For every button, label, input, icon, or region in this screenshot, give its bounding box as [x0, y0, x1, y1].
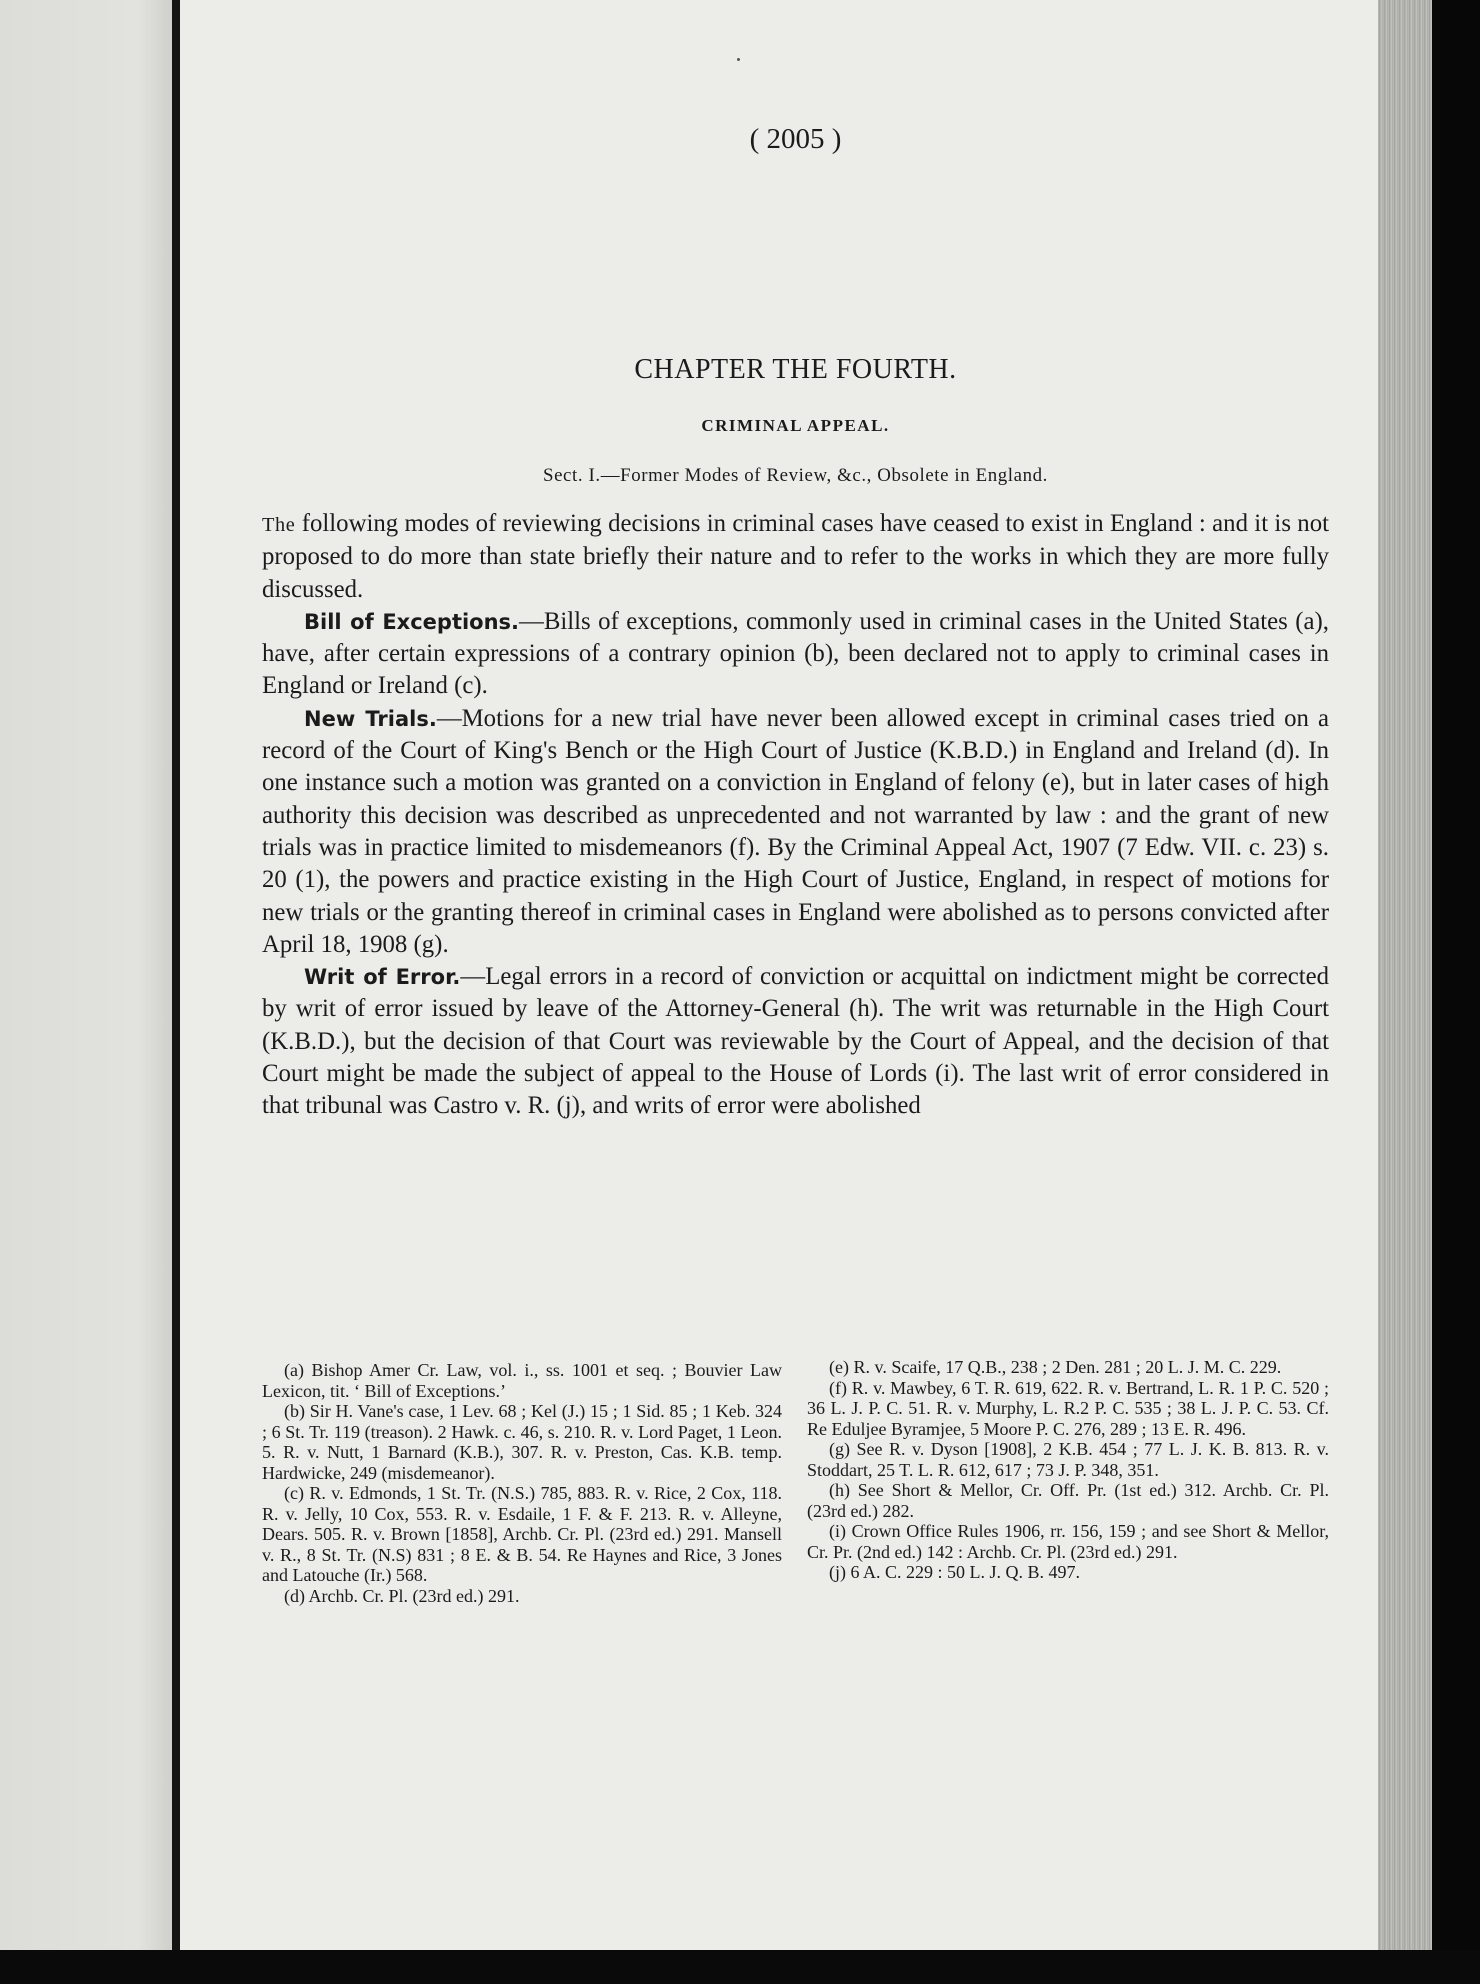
paragraph-text: —Motions for a new trial have never been allowed except in criminal cases tried on a record of the Court of King's Bench or the High Court of Justice (K.B.D.) in England and Ireland (d). In one instance such a motion was granted on a conviction in England of felony (e), but in later cases of high authority this decision was described as unprecedented and not warranted by law : and the grant of new trials was in practice limited to misdemeanors (f). By the Criminal Appeal Act, 1907 (7 Edw. VII. c. 23) s. 20 (1), the powers and practice existing in the High Court of Justice, England, in respect of motions for new trials or the granting thereof in criminal cases in England were abolished as to persons convicted after April 18, 1908 (g).	[262, 704, 1329, 958]
paragraph-writ-of-error	[262, 961, 1329, 1122]
footnote-g: (g) See R. v. Dyson [1908], 2 K.B. 454 ; 77 L. J. K. B. 813. R. v. Stoddart, 25 T. L. R. 612, 617 ; 73 J. P. 348, 351.	[807, 1439, 1329, 1480]
footnote-b: (b) Sir H. Vane's case, 1 Lev. 68 ; Kel (J.) 15 ; 1 Sid. 85 ; 1 Keb. 324 ; 6 St. Tr. 119 (treason). 2 Hawk. c. 46, s. 210. R. v. Lord Paget, 1 Leon. 5. R. v. Nutt, 1 Barnard (K.B.), 307. R. v. Preston, Cas. K.B. temp. Hardwicke, 249 (misdemeanor).	[262, 1401, 782, 1483]
footnotes-right-column	[807, 1357, 1329, 1583]
section-heading	[262, 461, 1329, 487]
footnote-i: (i) Crown Office Rules 1906, rr. 156, 159 ; and see Short & Mellor, Cr. Pr. (2nd ed.) 142 : Archb. Cr. Pl. (23rd ed.) 291.	[807, 1521, 1329, 1562]
chapter-title: CHAPTER THE FOURTH.	[634, 354, 957, 385]
paragraph-new-trials	[262, 703, 1329, 961]
intro-text: following modes of reviewing decisions in criminal cases have ceased to exist in England : and it is not proposed to do more than state briefly their nature and to refer to the works in which they are more fully discussed.	[262, 510, 1329, 603]
footnote-h: (h) See Short & Mellor, Cr. Off. Pr. (1st ed.) 312. Archb. Cr. Pl. (23rd ed.) 282.	[807, 1480, 1329, 1521]
book-spine	[172, 0, 180, 1984]
footnote-j: (j) 6 A. C. 229 : 50 L. J. Q. B. 497.	[829, 1562, 1081, 1582]
paragraph-text: —Bills of exceptions, commonly used in criminal cases in the United States (a), have, after certain expressions of a contrary opinion (b), been declared not to apply to criminal cases in England or Ireland (c).	[262, 607, 1329, 700]
intro-paragraph	[262, 508, 1329, 606]
page-edges	[1378, 0, 1432, 1984]
footnote-f: (f) R. v. Mawbey, 6 T. R. 619, 622. R. v. Bertrand, L. R. 1 P. C. 520 ; 36 L. J. P. C. 51. R. v. Murphy, L. R.2 P. C. 535 ; 38 L. J. P. C. 53. Cf. Re Eduljee Byramjee, 5 Moore P. C. 276, 289 ; 13 E. R. 496.	[807, 1377, 1329, 1439]
facing-page	[0, 0, 172, 1984]
paragraph-text: —Legal errors in a record of conviction or acquittal on indictment might be corrected by writ of error issued by leave of the Attorney-General (h). The writ was returnable in the High Court (K.B.D.), but the decision of that Court was reviewable by the Court of Appeal, and the decision of that Court might be made the subject of appeal to the House of Lords (i). The last writ of error considered in that tribunal was Castro v. R. (j), and writs of error were abolished	[262, 963, 1329, 1120]
footnote-d: (d) Archb. Cr. Pl. (23rd ed.) 291.	[284, 1585, 520, 1606]
footnote-c: (c) R. v. Edmonds, 1 St. Tr. (N.S.) 785, 883. R. v. Rice, 2 Cox, 118. R. v. Jelly, 10 Cox, 553. R. v. Esdaile, 1 F. & F. 213. R. v. Alleyne, Dears. 505. R. v. Brown [1858], Archb. Cr. Pl. (23rd ed.) 291. Mansell v. R., 8 St. Tr. (N.S) 831 ; 8 E. & B. 54. Re Haynes and Rice, 3 Jones and Latouche (Ir.) 568.	[262, 1483, 782, 1585]
paragraph-heading: New Trials.	[304, 706, 437, 731]
paragraph-bill-of-exceptions	[262, 606, 1329, 703]
footnote-e: (e) R. v. Scaife, 17 Q.B., 238 ; 2 Den. 281 ; 20 L. J. M. C. 229.	[829, 1357, 1282, 1377]
page-number: ( 2005 )	[749, 123, 842, 155]
footnote-a: (a) Bishop Amer Cr. Law, vol. i., ss. 1001 et seq. ; Bouvier Law Lexicon, tit. ‘ Bill of Exceptions.’	[262, 1360, 782, 1401]
section-label: Sect. I.	[543, 465, 601, 486]
body-text	[262, 508, 1329, 1123]
footnotes-left-column	[262, 1360, 782, 1606]
ink-speck	[737, 58, 740, 61]
book-page	[180, 0, 1378, 1984]
chapter-subtitle: CRIMINAL APPEAL.	[701, 416, 890, 435]
section-title: —Former Modes of Review, &c., Obsolete in England.	[600, 465, 1048, 486]
paragraph-heading: Bill of Exceptions.	[304, 609, 520, 634]
intro-lead-word: The	[262, 514, 296, 536]
paragraph-heading: Writ of Error.	[304, 965, 461, 990]
scan-border	[0, 1950, 1480, 1984]
